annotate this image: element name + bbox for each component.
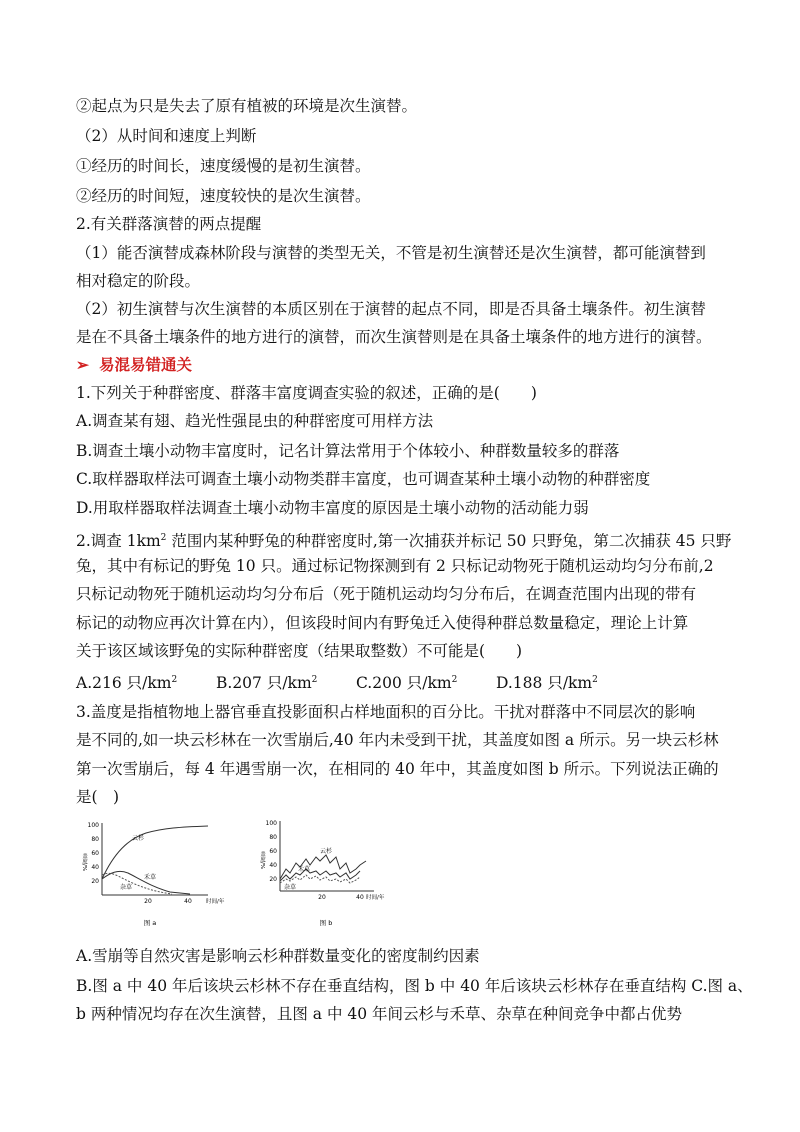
text-line: 2.有关群落演替的两点提醒 — [76, 215, 262, 233]
question-3-option-a: A.雪崩等自然灾害是影响云杉种群数量变化的密度制约因素 — [76, 947, 480, 965]
series-label: 禾草 — [144, 874, 157, 881]
y-tick-label: 80 — [91, 836, 99, 843]
x-tick-label: 40 — [184, 898, 192, 905]
y-tick-label: 100 — [87, 822, 99, 829]
figure-a — [81, 822, 225, 927]
option-text: C.200 只/km — [356, 674, 452, 693]
y-tick-label: 80 — [269, 834, 277, 841]
question-3-option-b: B.图 a 中 40 年后该块云杉林不存在垂直结构，图 b 中 40 年后该块云杉林存在垂直结构 C.图 a、 — [76, 977, 753, 995]
figure-caption: 图 a — [143, 919, 157, 927]
y-tick-label: 60 — [269, 848, 277, 855]
x-tick-label: 40 — [356, 894, 364, 901]
superscript: 2 — [171, 675, 178, 685]
x-axis-label: 时间/年 — [366, 895, 385, 901]
y-tick-label: 20 — [91, 878, 99, 885]
question-2-stem-line: 兔，其中有标记的野兔 10 只。通过标记物探测到有 2 只标记动物死于随机运动均匀分布前,2 — [76, 557, 714, 575]
y-tick-label: 40 — [91, 864, 99, 871]
figure-b — [259, 820, 385, 927]
question-3-option-c: b 两种情况均存在次生演替，且图 a 中 40 年间云杉与禾草、杂草在种间竞争中都占优势 — [76, 1005, 683, 1023]
question-2-stem-line: 标记的动物应再次计算在内），但该段时间内有野兔迁入使得种群总数量稳定，理论上计算 — [76, 614, 689, 632]
question-2-option-a — [76, 670, 177, 693]
y-tick-label: 60 — [91, 850, 99, 857]
question-2-stem-line: 关于该区域该野兔的实际种群密度（结果取整数）不可能是( ) — [76, 642, 523, 660]
series-label: 杂草 — [120, 884, 133, 891]
x-axis-label: 时间/年 — [206, 899, 225, 905]
figure-pair — [80, 813, 400, 941]
question-1-option-a: A.调查某有翅、趋光性强昆虫的种群密度可用样方法 — [76, 412, 434, 430]
y-tick-label: 100 — [265, 820, 277, 827]
y-tick-label: 40 — [269, 862, 277, 869]
option-text: B.207 只/km — [216, 674, 312, 693]
question-3-stem-line: 是( ) — [76, 788, 120, 806]
text-line: ②起点为只是失去了原有植被的环境是次生演替。 — [76, 97, 418, 115]
text-span: 2.调查 1km — [76, 532, 161, 551]
text-line: （2）从时间和速度上判断 — [76, 127, 257, 145]
question-3-stem-line: 是不同的,如一块云杉林在一次雪崩后,40 年内未受到干扰，其盖度如图 a 所示。另一块云杉林 — [76, 731, 719, 749]
figure-caption: 图 b — [319, 919, 333, 927]
text-line: （2）初生演替与次生演替的本质区别在于演替的起点不同，即是否具备土壤条件。初生演替 — [76, 300, 706, 318]
text-line: ②经历的时间短，速度较快的是次生演替。 — [76, 187, 371, 205]
y-axis-label: 盖度/% — [259, 851, 265, 870]
question-1-option-c: C.取样器取样法可调查土壤小动物类群丰富度，也可调查某种土壤小动物的种群密度 — [76, 470, 651, 488]
text-line: ①经历的时间长，速度缓慢的是初生演替。 — [76, 157, 371, 175]
series-label: 杂草 — [284, 884, 297, 891]
question-1-option-d: D.用取样器取样法调查土壤小动物丰富度的原因是土壤小动物的活动能力弱 — [76, 499, 589, 517]
section-heading — [76, 355, 736, 375]
option-text: D.188 只/km — [496, 674, 593, 693]
text-line: 相对稳定的阶段。 — [76, 272, 201, 290]
series-label: 禾草 — [298, 866, 311, 873]
question-2-stem-line: 只标记动物死于随机运动均匀分布后（死于随机运动均匀分布后，在调查范围内出现的带有 — [76, 585, 697, 603]
y-tick-label: 20 — [269, 876, 277, 883]
superscript: 2 — [311, 675, 318, 685]
question-3-stem-line: 第一次雪崩后，每 4 年遇雪崩一次，在相同的 40 年中，其盖度如图 b 所示。下列说法正确的 — [76, 760, 719, 778]
x-tick-label: 20 — [144, 898, 152, 905]
question-1-option-b: B.调查土壤小动物丰富度时，记名计算法常用于个体较小、种群数量较多的群落 — [76, 442, 620, 460]
text-span: 范围内某种野兔的种群密度时,第一次捕获并标记 50 只野兔，第二次捕获 45 只野 — [166, 532, 732, 551]
text-line: （1）能否演替成森林阶段与演替的类型无关，不管是初生演替还是次生演替，都可能演替到 — [76, 244, 706, 262]
y-axis-label: 盖度/% — [81, 853, 87, 872]
question-2-option-d — [496, 670, 598, 693]
question-1-stem: 1.下列关于种群密度、群落丰富度调查实验的叙述，正确的是( ) — [76, 384, 537, 402]
curve-zacao — [102, 873, 172, 894]
series-label: 云杉 — [320, 848, 333, 855]
question-2-option-b — [216, 670, 317, 693]
x-tick-label: 20 — [318, 894, 326, 901]
question-2-stem-line — [76, 528, 736, 551]
superscript: 2 — [160, 533, 167, 543]
option-text: A.216 只/km — [76, 674, 172, 693]
question-2-option-c — [356, 670, 457, 693]
question-3-stem-line: 3.盖度是指植物地上器官垂直投影面积占样地面积的百分比。干扰对群落中不同层次的影响 — [76, 703, 696, 721]
series-label: 云杉 — [132, 835, 145, 842]
superscript: 2 — [451, 675, 458, 685]
superscript: 2 — [592, 675, 598, 685]
text-line: 是在不具备土壤条件的地方进行的演替，而次生演替则是在具备土壤条件的地方进行的演替。 — [76, 328, 712, 346]
arrow-right-icon: ➢ — [76, 355, 89, 374]
section-title: 易混易错通关 — [99, 355, 193, 374]
